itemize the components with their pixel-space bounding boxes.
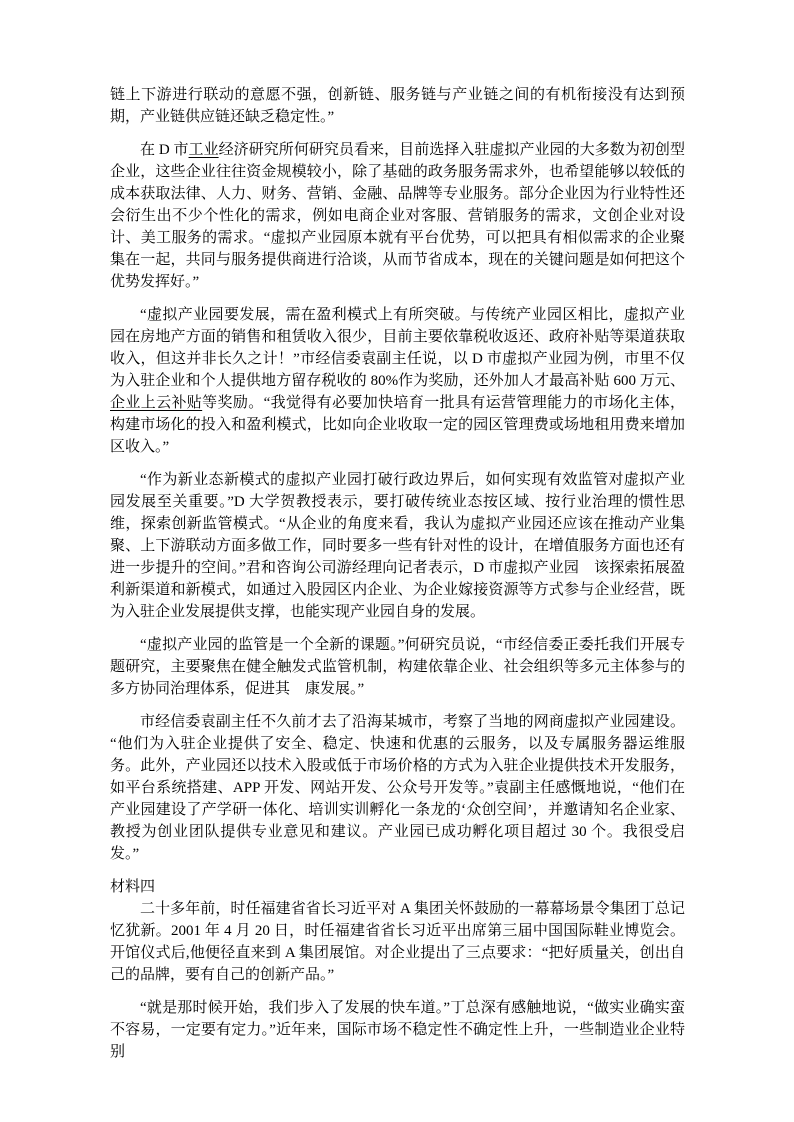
underlined-text: 工业 [188, 142, 219, 158]
paragraph-coastal-visit: 市经信委袁副主任不久前才去了沿海某城市，考察了当地的网商虚拟产业园建设。“他们为入驻企业提供了安全、稳定、快速和优惠的云服务，以及专属服务器运维服务。此外，产业园还以技术入股或低于市场价格的方式为入驻企业提供技术开发服务，如平台系统搭建、APP 开发、网站开发、公众号开发等。”袁副主任感慨地说，“他们在产业园建设了产学研一体化、培训实训孵化一条龙的‘众创空间’，并邀请知名企业家、教授为创业团队提供专业意见和建议。产业园已成功孵化项目超过 30 个。我很受启发。” [110, 714, 685, 862]
text-run: “虚拟产业园要发展，需在盈利模式上有所突破。与传统产业园区相比，虚拟产业园在房地产方面的销售和租赁收入很少，目前主要依靠税收返还、政府补贴等渠道获取收入，但这并非长久之计！”市经信委袁副主任说，以 D 市虚拟产业园为例，市里不仅为入驻企业和个人提供地方留存税收的 80%作为奖励，还外加人才最高补贴 600 万元、 [110, 307, 685, 389]
text-run: 经济研究所何研究员看来，目前选择入驻虚拟产业园的大多数为初创型企业，这些企业往往资金规模较小，除了基础的政务服务需求外，也希望能够以较低的成本获取法律、人力、财务、营销、金融、品牌等专业服务。部分企业因为行业特性还会衍生出不少个性化的需求，例如电商企业对客服、营销服务的需求，文创企业对设计、美工服务的需求。“虚拟产业园原本就有平台优势，可以把具有相似需求的企业聚集在一起，共同与服务提供商进行洽谈，从而节省成本，现在的关键问题是如何把这个优势发挥好。” [110, 142, 685, 290]
paragraph-continuation: 链上下游进行联动的意愿不强，创新链、服务链与产业链之间的有机衔接没有达到预期，产业链供应链还缺乏稳定性。” [110, 87, 685, 125]
paragraph-new-topic: “虚拟产业园的监管是一个全新的课题。”何研究员说，“市经信委正委托我们开展专题研究，主要聚焦在健全触发式监管机制，构建依靠企业、社会组织等多元主体参与的多方协同治理体系，促进其 康发展。” [110, 637, 685, 697]
section-heading: 材料四 [110, 879, 156, 895]
paragraph-fast-lane: “就是那时候开始，我们步入了发展的快车道。”丁总深有感触地说，“做实业确实蛮不容易，一定要有定力。”近年来，国际市场不稳定性不确定性上升，一些制造业企业特别 [110, 1000, 685, 1060]
paragraph-supervision-model: “作为新业态新模式的虚拟产业园打破行政边界后，如何实现有效监管对虚拟产业园发展至关重要。”D 大学贺教授表示，要打破传统业态按区域、按行业治理的惯性思维，探索创新监管模式。“从企业的角度来看，我认为虚拟产业园还应该在推动产业集聚、上下游联动方面多做工作，同时要多一些有针对性的设计，在增值服务方面也还有进一步提升的空间。”君和咨询公司游经理向记者表示，D 市虚拟产业园 该探索拓展盈利新渠道和新模式，如通过入股园区内企业、为企业嫁接资源等方式参与企业经营，既为入驻企业发展提供支撑，也能实现产业园自身的发展。 [110, 472, 685, 620]
underlined-text: 企业上云补贴 [110, 395, 203, 411]
text-run: 等奖励。“我觉得有必要加快培育一批具有运营管理能力的市场化主体，构建市场化的投入和盈利模式，比如向企业收取一定的园区管理费或场地租用费来增加 区收入。” [110, 395, 701, 455]
paragraph-group-memory: 二十多年前，时任福建省省长习近平对 A 集团关怀鼓励的一幕幕场景令集团丁总记忆犹新。2001 年 4 月 20 日，时任福建省省长习近平出席第三届中国国际鞋业博览会。开馆仪式后,他便径直来到 A 集团展馆。对企业提出了三点要求：“把好质量关，创出自己的品牌，要有自己的创新产品。” [110, 901, 685, 983]
text-run: 在 D 市 [140, 142, 189, 158]
paragraph-profit-model [110, 304, 701, 458]
paragraph-researcher-he [110, 139, 685, 293]
